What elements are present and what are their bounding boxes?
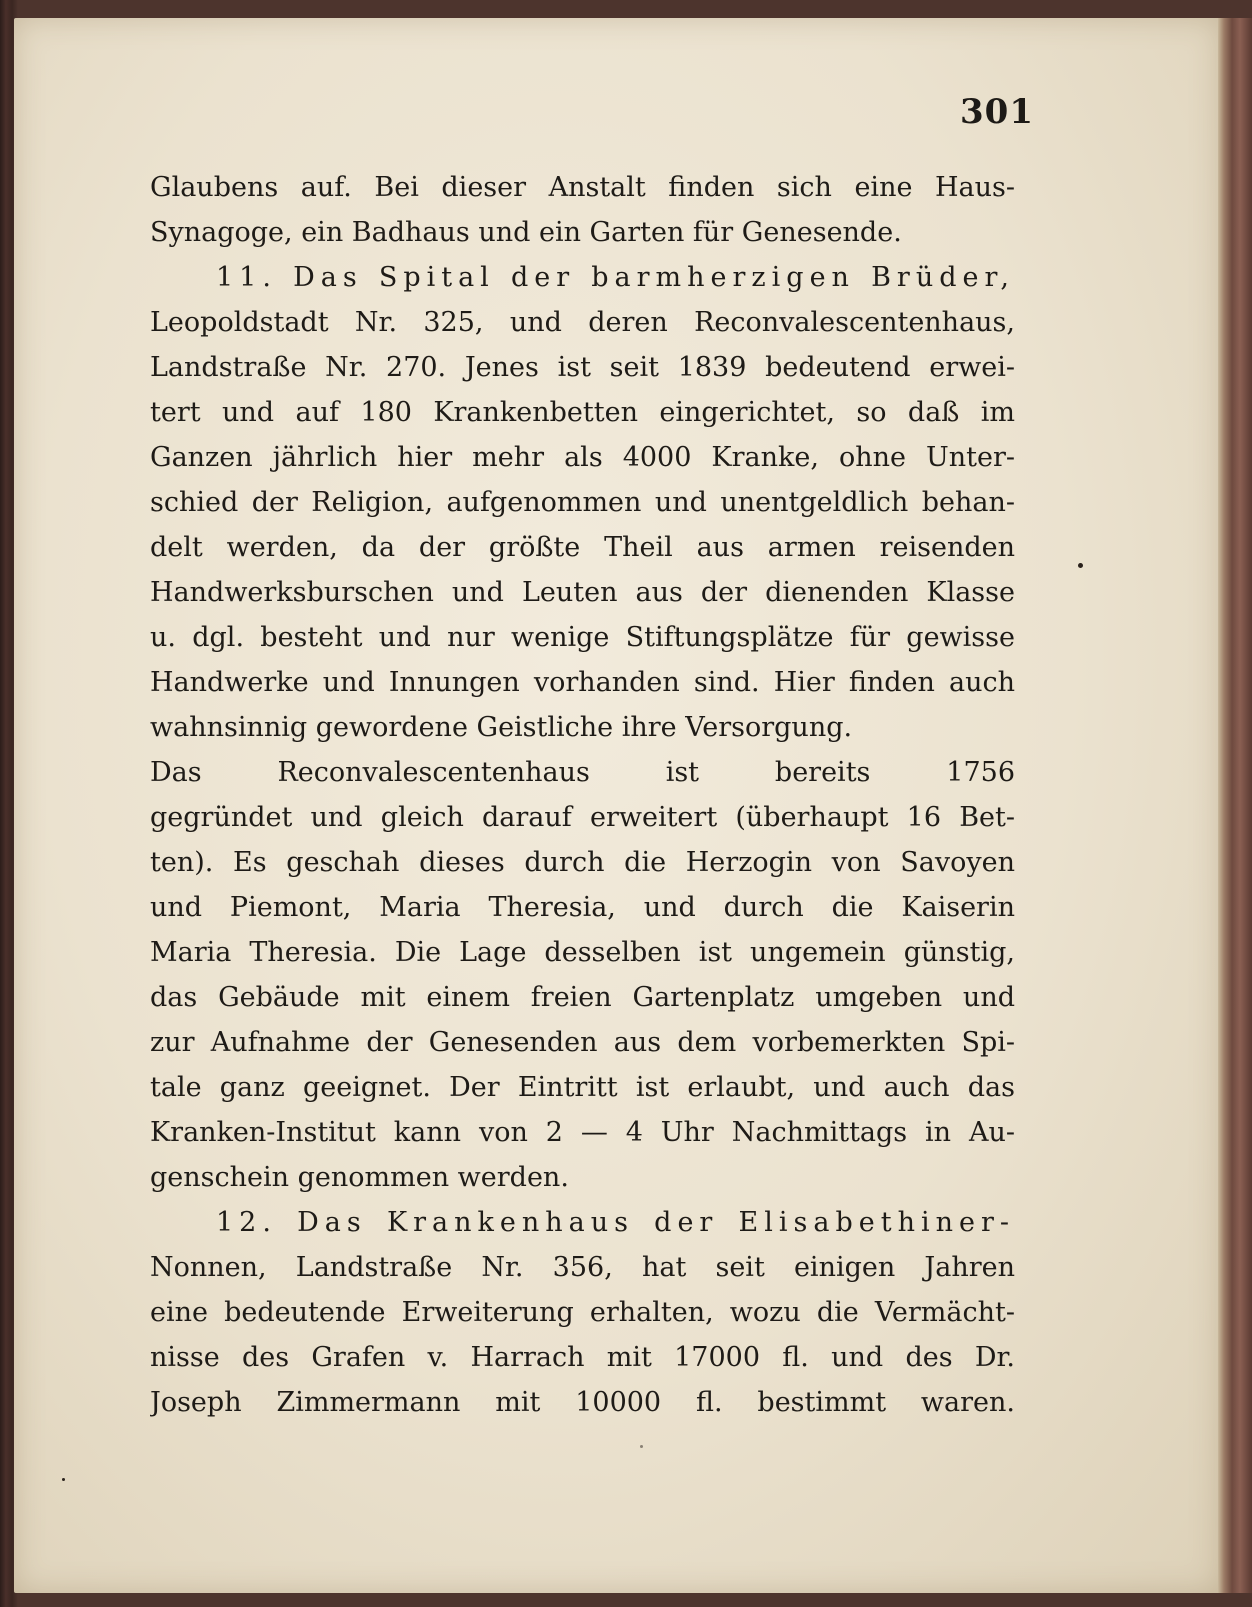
text-line: Glaubens auf. Bei dieser Anstalt finden sich eine Haus-	[150, 172, 1015, 203]
text-line: Joseph Zimmermann mit 10000 fl. bestimmt waren.	[150, 1387, 1015, 1418]
text-line: tert und auf 180 Krankenbetten eingerichtet, so daß im	[150, 397, 1015, 428]
text-line: Maria Theresia. Die Lage desselben ist ungemein günstig,	[150, 937, 1015, 968]
section-heading-12: 12. Das Krankenhaus der Elisabethiner-	[216, 1207, 1015, 1238]
text-line: eine bedeutende Erweiterung erhalten, wozu die Vermächt-	[150, 1297, 1015, 1328]
paper-speck	[640, 1445, 643, 1448]
text-line: Das Reconvalescentenhaus ist bereits 1756	[150, 757, 1015, 788]
text-line: Landstraße Nr. 270. Jenes ist seit 1839 bedeutend erwei-	[150, 352, 1015, 383]
text-line: Leopoldstadt Nr. 325, und deren Reconvalescentenhaus,	[150, 307, 1015, 338]
text-line: genschein genommen werden.	[150, 1162, 569, 1193]
section-heading-11: 11. Das Spital der barmherzigen Brüder,	[216, 262, 1015, 293]
page-number: 301	[960, 92, 1034, 132]
text-line: ten). Es geschah dieses durch die Herzogin von Savoyen	[150, 847, 1015, 878]
text-line: tale ganz geeignet. Der Eintritt ist erlaubt, und auch das	[150, 1072, 1015, 1103]
text-line: u. dgl. besteht und nur wenige Stiftungsplätze für gewisse	[150, 622, 1015, 653]
text-line: wahnsinnig gewordene Geistliche ihre Versorgung.	[150, 712, 853, 743]
text-line: delt werden, da der größte Theil aus armen reisenden	[150, 532, 1015, 563]
text-line: Handwerksburschen und Leuten aus der dienenden Klasse	[150, 577, 1015, 608]
text-line: schied der Religion, aufgenommen und unentgeldlich behan-	[150, 487, 1015, 518]
text-line: Synagoge, ein Badhaus und ein Garten für Genesende.	[150, 217, 902, 248]
text-line: das Gebäude mit einem freien Gartenplatz umgeben und	[150, 982, 1015, 1013]
text-line: Ganzen jährlich hier mehr als 4000 Kranke, ohne Unter-	[150, 442, 1015, 473]
text-line: gegründet und gleich darauf erweitert (überhaupt 16 Bet-	[150, 802, 1015, 833]
text-line: zur Aufnahme der Genesenden aus dem vorbemerkten Spi-	[150, 1027, 1015, 1058]
text-line: Handwerke und Innungen vorhanden sind. Hier finden auch	[150, 667, 1015, 698]
text-line: Kranken-Institut kann von 2 — 4 Uhr Nachmittags in Au-	[150, 1117, 1015, 1148]
page-body-text	[150, 165, 1015, 1425]
text-line: nisse des Grafen v. Harrach mit 17000 fl. und des Dr.	[150, 1342, 1015, 1373]
paper-speck	[1078, 563, 1083, 568]
text-line: und Piemont, Maria Theresia, und durch die Kaiserin	[150, 892, 1015, 923]
text-line: Nonnen, Landstraße Nr. 356, hat seit einigen Jahren	[150, 1252, 1015, 1283]
book-page-edge	[1218, 18, 1252, 1593]
paper-speck	[62, 1478, 65, 1481]
